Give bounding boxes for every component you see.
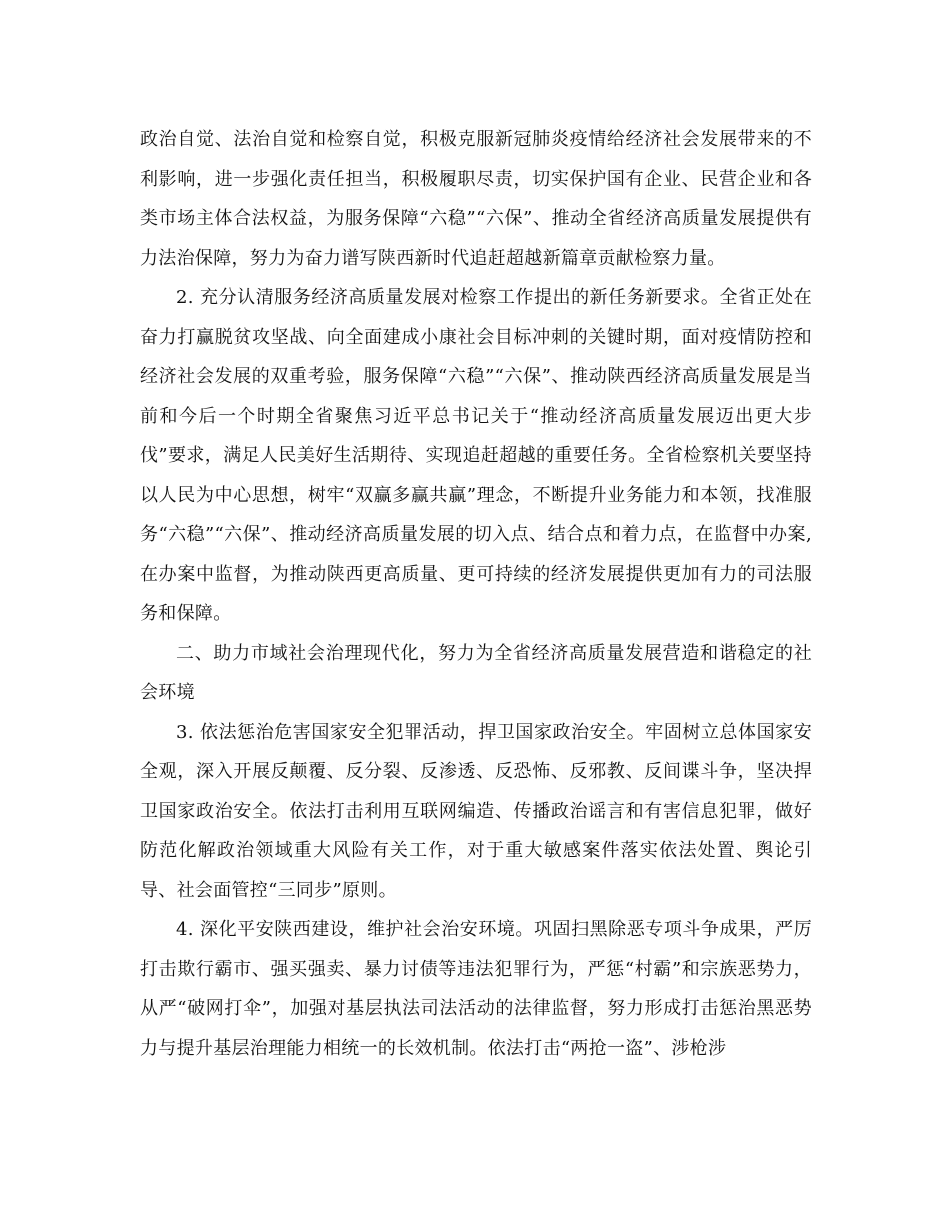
paragraph-item-2: 2. 充分认清服务经济高质量发展对检察工作提出的新任务新要求。全省正处在奋力打赢脱贫攻坚战、向全面建成小康社会目标冲刺的关键时期，面对疫情防控和经济社会发展的双重考验，服务保障“六稳”“六保”、推动陕西经济高质量发展是当前和今后一个时期全省聚焦习近平总书记关于“推动经济高质量发展迈出更大步伐”要求，满足人民美好生活期待、实现追赶超越的重要任务。全省检察机关要坚持以人民为中心思想，树牢“双赢多赢共赢”理念，不断提升业务能力和本领，找准服务“六稳”“六保”、推动经济高质量发展的切入点、结合点和着力点，在监督中办案,在办案中监督，为推动陕西更高质量、更可持续的经济发展提供更加有力的司法服务和保障。 xyxy=(140,287,812,624)
paragraph-continuation: 政治自觉、法治自觉和检察自觉，积极克服新冠肺炎疫情给经济社会发展带来的不利影响，进一步强化责任担当，积极履职尽责，切实保护国有企业、民营企业和各类市场主体合法权益，为服务保障“六稳”“六保”、推动全省经济高质量发展提供有力法治保障，努力为奋力谱写陕西新时代追赶超越新篇章贡献检察力量。 xyxy=(140,129,812,269)
section-heading-2: 二、助力市域社会治理现代化，努力为全省经济高质量发展营造和谐稳定的社会环境 xyxy=(140,642,812,703)
document-body xyxy=(140,120,812,1068)
paragraph-item-4: 4. 深化平安陕西建设，维护社会治安环境。巩固扫黑除恶专项斗争成果，严厉打击欺行霸市、强买强卖、暴力讨债等违法犯罪行为，严惩“村霸”和宗族恶势力，从严“破网打伞”，加强对基层执法司法活动的法律监督，努力形成打击惩治黑恶势力与提升基层治理能力相统一的长效机制。依法打击“两抢一盗”、涉枪涉 xyxy=(140,919,812,1059)
paragraph-item-3: 3. 依法惩治危害国家安全犯罪活动，捍卫国家政治安全。牢固树立总体国家安全观，深入开展反颠覆、反分裂、反渗透、反恐怖、反邪教、反间谍斗争，坚决捍卫国家政治安全。依法打击利用互联网编造、传播政治谣言和有害信息犯罪，做好防范化解政治领域重大风险有关工作，对于重大敏感案件落实依法处置、舆论引导、社会面管控“三同步”原则。 xyxy=(140,721,812,901)
